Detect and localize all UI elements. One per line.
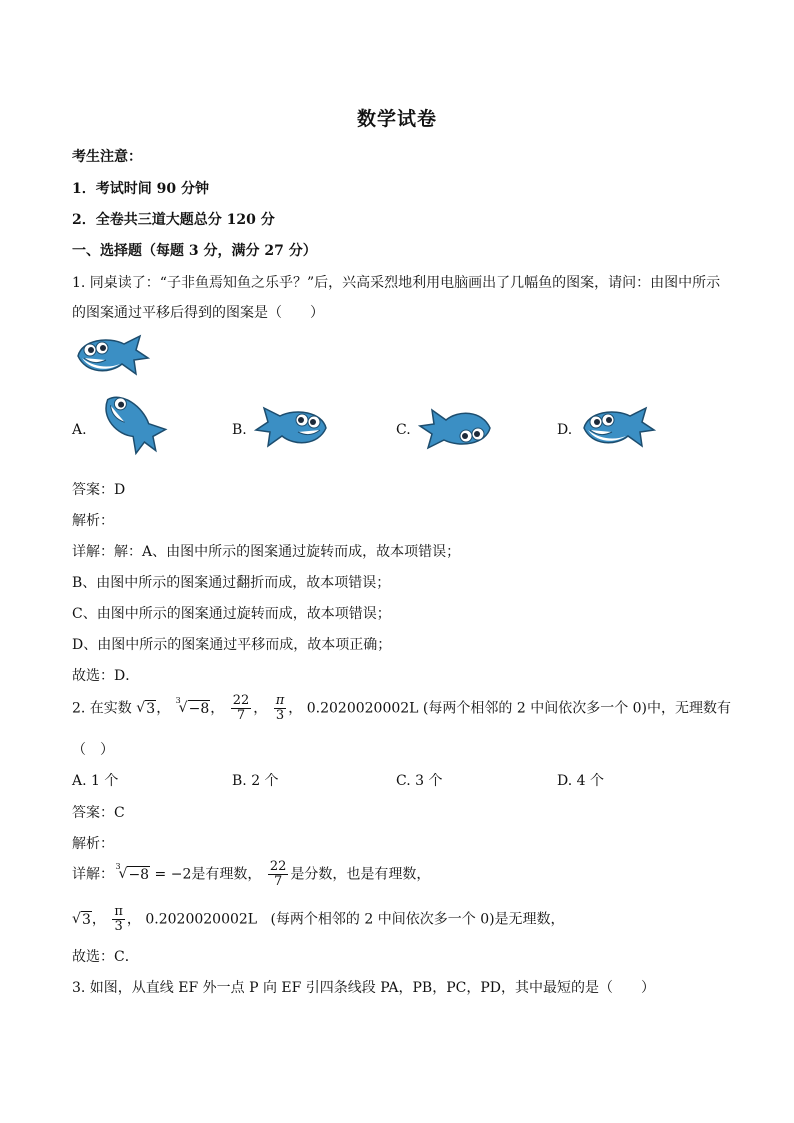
fraction-22-7-detail: $\frac{22}{7}$ (269, 859, 287, 889)
notice-item-2: 2．全卷共三道大题总分 120 分 (72, 212, 275, 228)
q1-option-a: A. (72, 422, 87, 438)
fraction-pi-3-detail: $\frac{\pi}{3}$ (114, 904, 123, 934)
q1-detail-2: B、由图中所示的图案通过翻折而成，故本项错误； (72, 575, 391, 591)
q3-line1: 3. 如图，从直线 EF 外一点 P 向 EF 引四条线段 PA，PB，PC，PD，其中最短的是（ ） (72, 980, 655, 996)
q2-decimal: 0.2020020002L (306, 700, 419, 717)
q1-option-b: B. (232, 422, 247, 438)
fraction-22-7: $\frac{22}{7}$ (232, 693, 250, 723)
shark-original-image (72, 330, 150, 382)
q2-detail-1: 详解： 3 √ −8 = −2是有理数， $\frac{22}{7}$ 是分数，也是有理数， (72, 859, 431, 889)
q1-detail-4: D、由图中所示的图案通过平移而成，故本项正确； (72, 637, 392, 653)
q1-option-c: C. (396, 422, 411, 438)
q2-suffix: (每两个相邻的 2 中间依次多一个 0)中，无理数有 (422, 700, 732, 717)
q1-line1: 1. 同桌读了：“子非鱼焉知鱼之乐乎？”后，兴高采烈地利用电脑画出了几幅鱼的图案，请问：由图中所示 (72, 275, 721, 291)
q2-analysis: 解析： (72, 836, 114, 852)
q1-line2: 的图案通过平移后得到的图案是（ ） (72, 305, 324, 321)
sqrt3-expression: √ 3 (136, 699, 156, 717)
q2-option-b: B. 2 个 (232, 773, 279, 789)
q1-option-d: D. (557, 422, 573, 438)
fraction-pi-3: $\frac{\pi}{3}$ (275, 693, 285, 723)
notice-heading: 考生注意： (72, 149, 142, 165)
cbrt-expression: 3 √ −8 (175, 695, 210, 717)
shark-option-c-image (418, 402, 496, 454)
q2-option-a: A. 1 个 (72, 773, 119, 789)
sqrt3-detail-expression: √ 3 (72, 910, 91, 928)
q1-analysis: 解析： (72, 513, 114, 529)
shark-option-a-image (92, 390, 170, 456)
q1-detail-1: 详解：解：A、由图中所示的图案通过旋转而成，故本项错误； (72, 544, 461, 560)
section-heading: 一、选择题（每题 3 分，满分 27 分） (72, 243, 317, 259)
q2-line1: 2. 在实数 √ 3， 3 √ −8， $\frac{22}{7}$ ， $\frac{\pi}{3}$ ， 0.2020020002L (每两个相邻的 2 中间依次多一个 0)中，无理数有 (72, 693, 732, 723)
shark-option-b-image (254, 402, 332, 454)
page-title: 数学试卷 (356, 108, 437, 130)
q2-answer: 答案：C (72, 805, 125, 821)
cbrt-detail-expression: 3 √ −8 (115, 861, 150, 883)
q1-detail-3: C、由图中所示的图案通过旋转而成，故本项错误； (72, 606, 391, 622)
q2-option-c: C. 3 个 (396, 773, 443, 789)
q1-choose: 故选：D． (72, 668, 140, 684)
q2-detail-2: √ 3， $\frac{\pi}{3}$ ， 0.2020020002L (每两个相邻的 2 中间依次多一个 0)是无理数， (72, 904, 565, 934)
q2-choose: 故选：C． (72, 949, 139, 965)
shark-option-d-image (578, 402, 656, 454)
q2-paren: （ ） (72, 742, 114, 758)
notice-item-1: 1．考试时间 90 分钟 (72, 181, 209, 197)
q2-prefix: 2. 在实数 (72, 700, 132, 717)
q2-option-d: D. 4 个 (557, 773, 604, 789)
q1-answer: 答案：D (72, 482, 126, 498)
